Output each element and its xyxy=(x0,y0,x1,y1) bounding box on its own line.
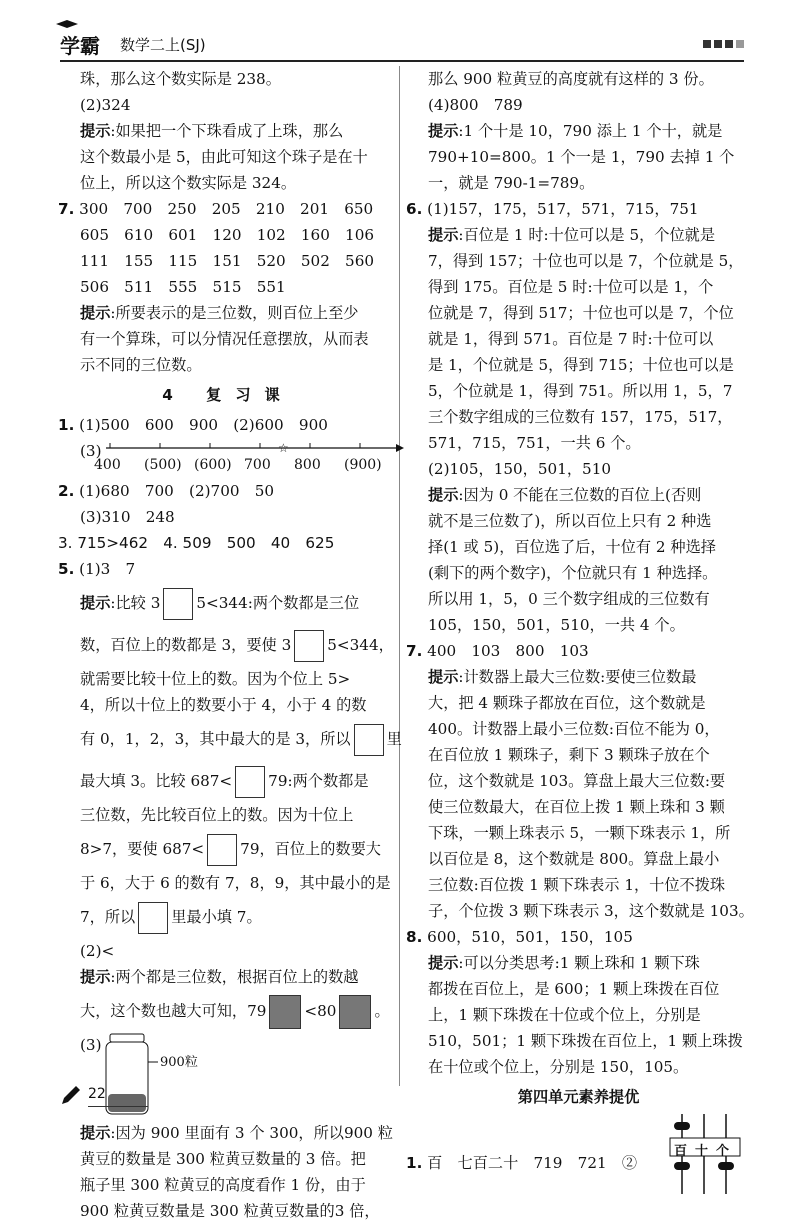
text-line: 子，个位拨 3 颗下珠表示 3，这个数就是 103。 xyxy=(428,902,754,920)
right-column xyxy=(406,66,754,1194)
number-line-tick-label: (900) xyxy=(344,457,382,473)
text-line: 以百位是 8，这个数就是 800。算盘上最小 xyxy=(428,850,720,868)
hint-label: 提示 xyxy=(80,304,111,322)
answer-line: (4)800 789 xyxy=(428,96,523,114)
text-line: (剩下的两个数字)，个位就只有 1 种选择。 xyxy=(428,564,718,582)
number-line-tick-label: 800 xyxy=(294,457,321,473)
answer-line: (3)310 248 xyxy=(80,508,175,526)
text-line: 那么 900 粒黄豆的高度就有这样的 3 份。 xyxy=(428,70,714,88)
graduation-cap-icon xyxy=(56,20,78,28)
blank-box xyxy=(207,834,237,866)
abacus-label: 个 xyxy=(716,1144,730,1159)
text-line: 4，所以十位上的数要小于 4，小于 4 的数 xyxy=(80,696,367,714)
text-line: 大，把 4 颗珠子都放在百位，这个数就是 xyxy=(428,694,706,712)
text-line: 数，百位上的数都是 3，要使 3 xyxy=(80,636,292,654)
text-line: 571，715，751，一共 6 个。 xyxy=(428,434,641,452)
question-number: 1. xyxy=(58,416,75,434)
question-number: 1. xyxy=(406,1154,423,1172)
text-line: 有 0，1，2，3，其中最大的是 3，所以 xyxy=(80,730,351,748)
answer-line: 3. 715>462 4. 509 500 40 625 xyxy=(58,534,335,552)
answer-line: 百 七百二十 719 721 ② xyxy=(427,1154,638,1172)
book-title: 数学二上(SJ) xyxy=(120,36,206,54)
abacus-label: 百 xyxy=(674,1144,688,1159)
text-line: 示不同的三位数。 xyxy=(80,356,202,374)
text-line: :如果把一个下珠看成了上珠，那么 xyxy=(110,122,344,140)
text-line: 里 xyxy=(386,730,402,748)
text-line: 7，所以 xyxy=(80,908,136,926)
text-line: 使三位数最大，在百位上拨 1 颗上珠和 3 颗 xyxy=(428,798,725,816)
question-number: 7. xyxy=(406,642,423,660)
text-line: 5，个位就是 1，得到 751。所以用 1，5，7 xyxy=(428,382,733,400)
number-line-tick-label: 400 xyxy=(94,457,121,473)
jar-label: 900粒 xyxy=(160,1055,198,1070)
header-decoration xyxy=(703,40,744,48)
text-line: :两个都是三位数，根据百位上的数越 xyxy=(110,968,359,986)
text-line: 三位数:百位拨 1 颗下珠表示 1，十位不拨珠 xyxy=(428,876,726,894)
text-line: :可以分类思考:1 颗上珠和 1 颗下珠 xyxy=(458,954,700,972)
text-line: 7，得到 157；十位也可以是 7，个位就是 5， xyxy=(428,252,744,270)
text-line: 珠，那么这个数实际是 238。 xyxy=(80,70,281,88)
answer-line: 111 155 115 151 520 502 560 xyxy=(80,252,375,270)
left-column xyxy=(58,66,402,1224)
text-line: 黄豆的数量是 300 粒黄豆数量的 3 倍。把 xyxy=(80,1150,366,1168)
text-line: 位，这个数就是 103。算盘上最大三位数:要 xyxy=(428,772,726,790)
number-line-tick-label: (600) xyxy=(194,457,232,473)
text-line: 这个数最小是 5，由此可知这个珠子是在十 xyxy=(80,148,368,166)
text-line: 大，这个数也越大可知，79 xyxy=(80,1002,267,1020)
answer-line: (1)3 7 xyxy=(79,560,136,578)
answer-line: (2)< xyxy=(80,942,115,960)
text-line: 最大填 3。比较 687< xyxy=(80,772,233,790)
text-line: 8>7，要使 687< xyxy=(80,840,205,858)
blank-box xyxy=(138,902,168,934)
text-line: 位上，所以这个数实际是 324。 xyxy=(80,174,297,192)
text-line: 就需要比较十位上的数。因为个位上 5> xyxy=(80,670,351,688)
page-number: 22 xyxy=(88,1086,106,1102)
abacus-label: 十 xyxy=(695,1144,709,1159)
hint-label: 提示 xyxy=(428,226,459,244)
text-line: 在十位或个位上，分别是 150，105。 xyxy=(428,1058,689,1076)
text-line: 就不是三位数了)，所以百位上只有 2 种选 xyxy=(428,512,712,530)
answer-label: (3) xyxy=(80,442,102,460)
answer-line: 300 700 250 205 210 201 650 xyxy=(79,200,374,218)
text-line: :1 个十是 10，790 添上 1 个十，就是 xyxy=(458,122,723,140)
section-heading: 第四单元素养提优 xyxy=(517,1088,640,1106)
text-line: 在百位放 1 颗珠子，剩下 3 颗珠子放在个 xyxy=(428,746,710,764)
text-line: 上，1 颗下珠拨在十位或个位上，分别是 xyxy=(428,1006,701,1024)
blank-box xyxy=(354,724,384,756)
text-line: 790+10=800。1 个一是 1，790 去掉 1 个 xyxy=(428,148,735,166)
text-line: 是 1，个位就是 5，得到 715；十位也可以是 xyxy=(428,356,734,374)
answer-line: (2)105，150，501，510 xyxy=(428,460,612,478)
number-line-tick-label: (500) xyxy=(144,457,182,473)
text-line: 105，150，501，510，一共 4 个。 xyxy=(428,616,685,634)
star-icon: ☆ xyxy=(278,441,289,455)
text-line: 79，百位上的数要大 xyxy=(240,840,381,858)
text-line: 三位数，先比较百位上的数。因为十位上 xyxy=(80,806,354,824)
text-line: 5<344:两个数都是三位 xyxy=(196,594,360,612)
shaded-box xyxy=(339,995,371,1029)
hint-label: 提示 xyxy=(428,668,459,686)
page-header xyxy=(60,28,744,62)
text-line: 都拨在百位上，是 600；1 颗上珠拨在百位 xyxy=(428,980,720,998)
text-line: 有一个算珠，可以分情况任意摆放，从而表 xyxy=(80,330,369,348)
column-divider xyxy=(399,66,400,1086)
header-rule xyxy=(60,60,744,62)
answer-line: 400 103 800 103 xyxy=(427,642,589,660)
text-line: :所要表示的是三位数，则百位上至少 xyxy=(110,304,359,322)
text-line: 。 xyxy=(374,1002,390,1020)
text-line: 510，501；1 颗下珠拨在百位上，1 颗上珠拨 xyxy=(428,1032,743,1050)
text-line: 79:两个数都是 xyxy=(268,772,369,790)
pencil-icon xyxy=(60,1084,82,1106)
answer-label: (3) xyxy=(80,1036,102,1054)
text-line: 三个数字组成的三位数有 157，175，517， xyxy=(428,408,733,426)
text-line: 于 6，大于 6 的数有 7，8，9，其中最小的是 xyxy=(80,874,391,892)
answer-line: (1)157，175，517，571，715，751 xyxy=(427,200,699,218)
question-number: 8. xyxy=(406,928,423,946)
text-line: 900 粒黄豆数量是 300 粒黄豆数量的3 倍， xyxy=(80,1202,380,1220)
text-line: 里最小填 7。 xyxy=(171,908,262,926)
text-line: 得到 175。百位是 5 时:十位可以是 1，个 xyxy=(428,278,714,296)
hint-label: 提示 xyxy=(428,486,459,504)
hint-label: 提示 xyxy=(80,968,111,986)
text-line: :计数器上最大三位数:要使三位数最 xyxy=(458,668,697,686)
hint-label: 提示 xyxy=(80,1124,111,1142)
number-line-tick-label: 700 xyxy=(244,457,271,473)
blank-box xyxy=(235,766,265,798)
question-number: 5. xyxy=(58,560,75,578)
answer-line: (2)324 xyxy=(80,96,131,114)
text-line: 就是 1，得到 571。百位是 7 时:十位可以 xyxy=(428,330,714,348)
abacus-question xyxy=(406,1114,751,1194)
answer-line: 600，510，501，150，105 xyxy=(427,928,633,946)
shaded-box xyxy=(269,995,301,1029)
text-line: 下珠，一颗上珠表示 5，一颗下珠表示 1，所 xyxy=(428,824,731,842)
text-line: 一，就是 790-1=789。 xyxy=(428,174,595,192)
hint-label: 提示 xyxy=(428,954,459,972)
text-line: :因为 900 里面有 3 个 300，所以900 粒 xyxy=(110,1124,393,1142)
text-line: 5<344， xyxy=(327,636,394,654)
text-line: 位就是 7，得到 517；十位也可以是 7，个位 xyxy=(428,304,734,322)
section-heading: 4 复习课 xyxy=(162,386,294,404)
brand-logo: 学霸 xyxy=(60,34,100,58)
hint-label: 提示 xyxy=(80,594,111,612)
blank-box xyxy=(294,630,324,662)
text-line: 所以用 1，5，0 三个数字组成的三位数有 xyxy=(428,590,710,608)
text-line: 瓶子里 300 粒黄豆的高度看作 1 份，由于 xyxy=(80,1176,366,1194)
hint-label: 提示 xyxy=(80,122,111,140)
text-line: :比较 3 xyxy=(110,594,161,612)
text-line: 400。计数器上最小三位数:百位不能为 0， xyxy=(428,720,720,738)
text-line: 择(1 或 5)，百位选了后，十位有 2 种选择 xyxy=(428,538,716,556)
answer-line: 605 610 601 120 102 160 106 xyxy=(80,226,375,244)
text-line: :因为 0 不能在三位数的百位上(否则 xyxy=(458,486,702,504)
question-number: 2. xyxy=(58,482,75,500)
blank-box xyxy=(163,588,193,620)
answer-line: 506 511 555 515 551 xyxy=(80,278,286,296)
question-number: 6. xyxy=(406,200,423,218)
hint-label: 提示 xyxy=(428,122,459,140)
answer-line: (1)680 700 (2)700 50 xyxy=(79,482,275,500)
number-line xyxy=(58,438,398,478)
answer-line: (1)500 600 900 (2)600 900 xyxy=(79,416,328,434)
question-number: 7. xyxy=(58,200,75,218)
text-line: <80 xyxy=(304,1002,337,1020)
text-line: :百位是 1 时:十位可以是 5，个位就是 xyxy=(458,226,716,244)
